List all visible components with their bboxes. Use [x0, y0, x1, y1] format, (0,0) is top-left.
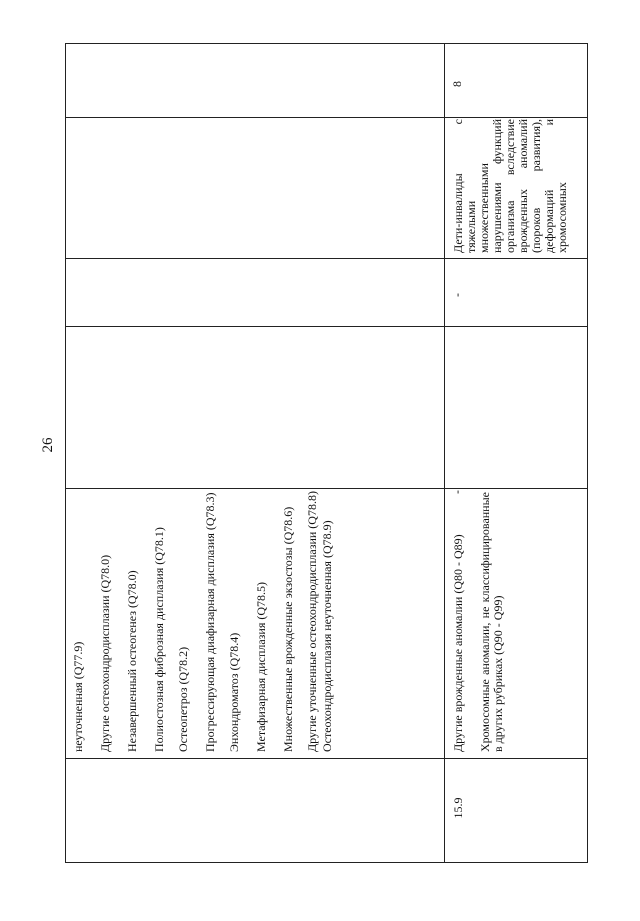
row-15-8-diagnoses — [72, 488, 444, 752]
column-separator-4 — [65, 258, 588, 259]
diagnosis-item: Метафизарная дисплазия (Q78.5) — [254, 581, 268, 752]
diagnosis-item: неуточненная (Q77.9) — [71, 641, 85, 752]
diagnosis-item: Другие уточненные остеохондродисплазии (Q78.8) — [305, 491, 319, 752]
diagnosis-item: Другие врожденные аномалии (Q80 - Q89) — [451, 534, 465, 752]
diagnosis-item: Прогрессирующая диафизарная дисплазия (Q78.3) — [203, 492, 217, 752]
column-separator-3 — [65, 326, 588, 327]
row-15-9-period: 8 — [450, 81, 464, 87]
table-border-top — [65, 43, 588, 44]
diagnosis-item: Другие остеохондродисплазии (Q78.0) — [98, 554, 112, 752]
row-separator — [444, 43, 445, 863]
diagnosis-item: Множественные врожденные экзостозы (Q78.6) — [281, 506, 295, 752]
diagnosis-item: Остеохондродисплазия неуточненная (Q78.9) — [320, 520, 334, 752]
diagnosis-item: Остеопетроз (Q78.2) — [176, 646, 190, 752]
diagnosis-item: Энхондроматоз (Q78.4) — [227, 632, 241, 752]
diagnosis-item: Незавершенный остеогенез (Q78.0) — [125, 570, 139, 752]
diagnosis-item: Полиостозная фиброзная дисплазия (Q78.1) — [152, 527, 166, 752]
column-separator-5 — [65, 117, 588, 118]
table-border-left — [65, 43, 66, 863]
row-15-9-category: Дети-инвалиды с тяжелыми множественными нарушениями функций организма вследствие врожденных аномалий (пороков развития), деформаций и хромосомных — [451, 119, 569, 253]
row-15-9-dash-2: - — [450, 293, 464, 297]
row-15-9-number: 15.9 — [451, 797, 465, 819]
column-separator-1 — [65, 758, 588, 759]
table-border-bottom — [65, 862, 588, 863]
page-number: 26 — [40, 437, 56, 453]
diagnosis-item: Хромосомные аномалии, не классифицированные в других рубриках (Q90 - Q99) — [478, 492, 505, 752]
row-15-9-diagnoses — [452, 492, 588, 752]
row-15-9-dash-1: - — [450, 490, 464, 494]
